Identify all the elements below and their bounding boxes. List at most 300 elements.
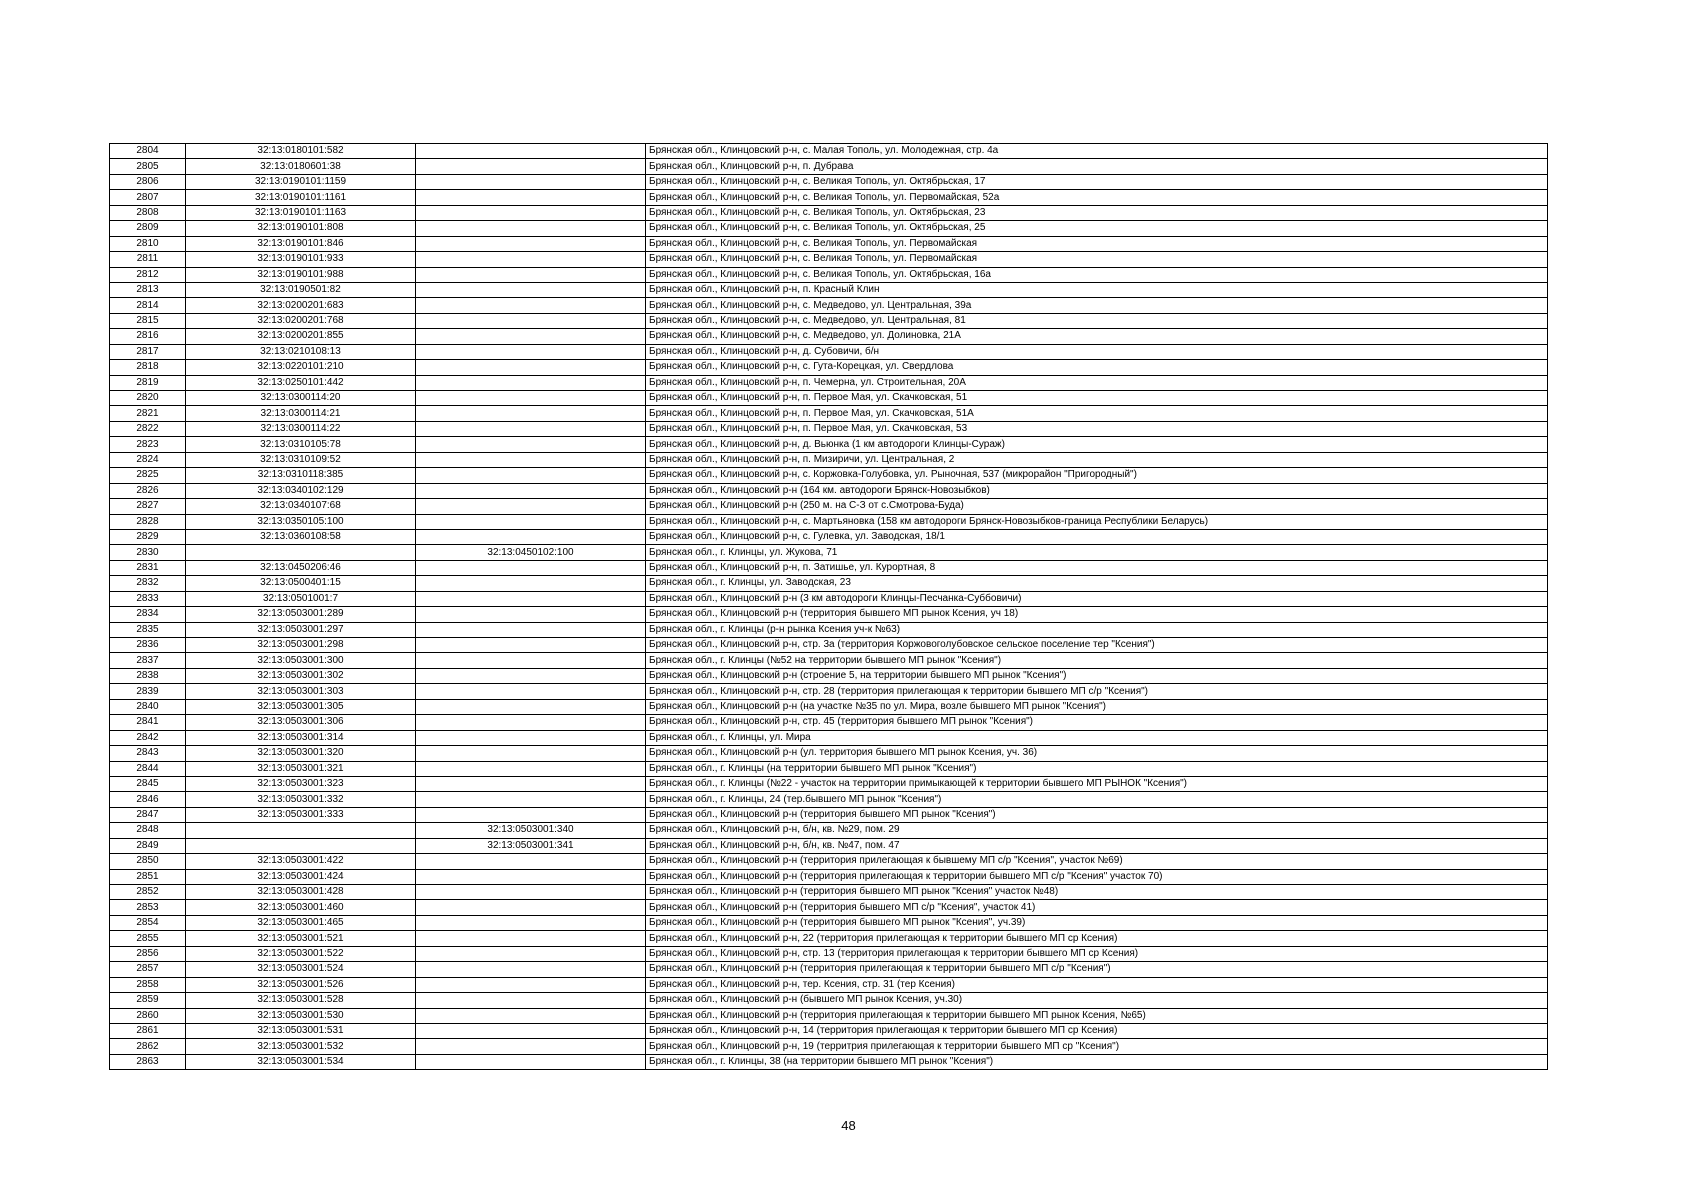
row-number-cell: 2833 — [110, 591, 186, 606]
row-number-cell: 2855 — [110, 931, 186, 946]
cadastral-number-cell — [186, 823, 416, 838]
address-cell: Брянская обл., Клинцовский р-н, с. Коржовка-Голубовка, ул. Рыночная, 537 (микрорайон "Пригородный") — [646, 468, 1548, 483]
address-cell: Брянская обл., Клинцовский р-н, с. Великая Тополь, ул. Первомайская — [646, 252, 1548, 267]
cadastral-number-alt-cell — [416, 653, 646, 668]
table-row — [110, 267, 1548, 282]
address-cell: Брянская обл., Клинцовский р-н, с. Великая Тополь, ул. Первомайская — [646, 236, 1548, 251]
land-registry-table — [109, 143, 1548, 1070]
address-cell: Брянская обл., Клинцовский р-н, с. Великая Тополь, ул. Октябрьская, 23 — [646, 205, 1548, 220]
address-cell: Брянская обл., Клинцовский р-н (бывшего МП рынок Ксения, уч.30) — [646, 993, 1548, 1008]
row-number-cell: 2834 — [110, 607, 186, 622]
cadastral-number-cell: 32:13:0190101:1163 — [186, 205, 416, 220]
cadastral-number-alt-cell — [416, 391, 646, 406]
row-number-cell: 2843 — [110, 746, 186, 761]
address-cell: Брянская обл., Клинцовский р-н (территория прилегающая к территории бывшего МП рынок Ксения, №65) — [646, 1008, 1548, 1023]
cadastral-number-cell: 32:13:0503001:305 — [186, 699, 416, 714]
table-row — [110, 1008, 1548, 1023]
cadastral-number-alt-cell: 32:13:0503001:340 — [416, 823, 646, 838]
table-row — [110, 854, 1548, 869]
cadastral-number-cell: 32:13:0503001:332 — [186, 792, 416, 807]
cadastral-number-cell: 32:13:0503001:321 — [186, 761, 416, 776]
row-number-cell: 2848 — [110, 823, 186, 838]
cadastral-number-alt-cell — [416, 1023, 646, 1038]
address-cell: Брянская обл., Клинцовский р-н, тер. Ксения, стр. 31 (тер Ксения) — [646, 977, 1548, 992]
address-cell: Брянская обл., Клинцовский р-н, 22 (территория прилегающая к территории бывшего МП ср Ксения) — [646, 931, 1548, 946]
cadastral-number-cell: 32:13:0190101:1159 — [186, 174, 416, 189]
cadastral-number-alt-cell — [416, 437, 646, 452]
cadastral-number-cell: 32:13:0190101:988 — [186, 267, 416, 282]
cadastral-number-alt-cell — [416, 854, 646, 869]
cadastral-number-alt-cell: 32:13:0503001:341 — [416, 838, 646, 853]
row-number-cell: 2844 — [110, 761, 186, 776]
table-row — [110, 344, 1548, 359]
address-cell: Брянская обл., Клинцовский р-н, с. Медведово, ул. Центральная, 81 — [646, 313, 1548, 328]
row-number-cell: 2862 — [110, 1039, 186, 1054]
table-row — [110, 900, 1548, 915]
table-row — [110, 931, 1548, 946]
cadastral-number-cell: 32:13:0190101:933 — [186, 252, 416, 267]
cadastral-number-alt-cell — [416, 638, 646, 653]
address-cell: Брянская обл., Клинцовский р-н, 14 (территория прилегающая к территории бывшего МП ср Ксения) — [646, 1023, 1548, 1038]
table-row — [110, 730, 1548, 745]
row-number-cell: 2829 — [110, 529, 186, 544]
row-number-cell: 2825 — [110, 468, 186, 483]
table-row — [110, 421, 1548, 436]
cadastral-number-alt-cell — [416, 607, 646, 622]
row-number-cell: 2815 — [110, 313, 186, 328]
table-row — [110, 576, 1548, 591]
address-cell: Брянская обл., Клинцовский р-н (территория бывшего МП с/р "Ксения", участок 41) — [646, 900, 1548, 915]
cadastral-number-cell: 32:13:0503001:300 — [186, 653, 416, 668]
address-cell: Брянская обл., г. Клинцы (р-н рынка Ксения уч-к №63) — [646, 622, 1548, 637]
cadastral-number-cell: 32:13:0300114:20 — [186, 391, 416, 406]
row-number-cell: 2809 — [110, 221, 186, 236]
address-cell: Брянская обл., Клинцовский р-н (ул. территория бывшего МП рынок Ксения, уч. 36) — [646, 746, 1548, 761]
table-row — [110, 684, 1548, 699]
cadastral-number-alt-cell — [416, 205, 646, 220]
row-number-cell: 2806 — [110, 174, 186, 189]
row-number-cell: 2819 — [110, 375, 186, 390]
cadastral-number-alt-cell — [416, 931, 646, 946]
row-number-cell: 2817 — [110, 344, 186, 359]
cadastral-number-cell: 32:13:0503001:333 — [186, 807, 416, 822]
address-cell: Брянская обл., Клинцовский р-н, п. Чемерна, ул. Строительная, 20А — [646, 375, 1548, 390]
table-row — [110, 514, 1548, 529]
cadastral-number-alt-cell — [416, 962, 646, 977]
table-row — [110, 591, 1548, 606]
row-number-cell: 2830 — [110, 545, 186, 560]
cadastral-number-cell: 32:13:0503001:314 — [186, 730, 416, 745]
address-cell: Брянская обл., Клинцовский р-н, п. Затишье, ул. Курортная, 8 — [646, 560, 1548, 575]
table-row — [110, 715, 1548, 730]
address-cell: Брянская обл., Клинцовский р-н, п. Первое Мая, ул. Скачковская, 51 — [646, 391, 1548, 406]
cadastral-number-alt-cell — [416, 622, 646, 637]
address-cell: Брянская обл., Клинцовский р-н (территория бывшего МП рынок "Ксения" участок №48) — [646, 885, 1548, 900]
row-number-cell: 2804 — [110, 144, 186, 159]
cadastral-number-cell: 32:13:0503001:289 — [186, 607, 416, 622]
address-cell: Брянская обл., Клинцовский р-н, с. Гута-Корецкая, ул. Свердлова — [646, 360, 1548, 375]
cadastral-number-alt-cell — [416, 1039, 646, 1054]
address-cell: Брянская обл., Клинцовский р-н (164 км. автодороги Брянск-Новозыбков) — [646, 483, 1548, 498]
address-cell: Брянская обл., Клинцовский р-н, п. Красный Клин — [646, 282, 1548, 297]
cadastral-number-cell: 32:13:0190501:82 — [186, 282, 416, 297]
table-row — [110, 653, 1548, 668]
cadastral-number-alt-cell — [416, 483, 646, 498]
table-row — [110, 560, 1548, 575]
table-row — [110, 885, 1548, 900]
row-number-cell: 2811 — [110, 252, 186, 267]
cadastral-number-alt-cell — [416, 360, 646, 375]
address-cell: Брянская обл., Клинцовский р-н (территория бывшего МП рынок "Ксения", уч.39) — [646, 915, 1548, 930]
row-number-cell: 2827 — [110, 499, 186, 514]
table-row — [110, 977, 1548, 992]
table-row — [110, 375, 1548, 390]
cadastral-number-alt-cell — [416, 746, 646, 761]
cadastral-number-cell: 32:13:0500401:15 — [186, 576, 416, 591]
table-row — [110, 391, 1548, 406]
cadastral-number-alt-cell — [416, 144, 646, 159]
address-cell: Брянская обл., Клинцовский р-н (территория бывшего МП рынок "Ксения") — [646, 807, 1548, 822]
address-cell: Брянская обл., Клинцовский р-н (3 км автодороги Клинцы-Песчанка-Суббовичи) — [646, 591, 1548, 606]
row-number-cell: 2818 — [110, 360, 186, 375]
cadastral-number-cell: 32:13:0503001:303 — [186, 684, 416, 699]
address-cell: Брянская обл., Клинцовский р-н, п. Первое Мая, ул. Скачковская, 53 — [646, 421, 1548, 436]
cadastral-number-alt-cell — [416, 406, 646, 421]
cadastral-number-alt-cell — [416, 221, 646, 236]
table-row — [110, 1023, 1548, 1038]
address-cell: Брянская обл., Клинцовский р-н, б/н, кв. №29, пом. 29 — [646, 823, 1548, 838]
row-number-cell: 2808 — [110, 205, 186, 220]
cadastral-number-cell: 32:13:0503001:460 — [186, 900, 416, 915]
cadastral-number-cell: 32:13:0200201:855 — [186, 329, 416, 344]
cadastral-number-cell: 32:13:0190101:1161 — [186, 190, 416, 205]
table-row — [110, 221, 1548, 236]
address-cell: Брянская обл., Клинцовский р-н, с. Великая Тополь, ул. Октябрьская, 17 — [646, 174, 1548, 189]
table-row — [110, 236, 1548, 251]
cadastral-number-cell: 32:13:0503001:530 — [186, 1008, 416, 1023]
cadastral-number-alt-cell — [416, 915, 646, 930]
cadastral-number-cell: 32:13:0350105:100 — [186, 514, 416, 529]
page-number: 48 — [841, 1118, 856, 1133]
cadastral-number-cell: 32:13:0503001:465 — [186, 915, 416, 930]
cadastral-number-alt-cell — [416, 1008, 646, 1023]
cadastral-number-alt-cell — [416, 298, 646, 313]
row-number-cell: 2821 — [110, 406, 186, 421]
row-number-cell: 2856 — [110, 946, 186, 961]
cadastral-number-cell: 32:13:0340107:68 — [186, 499, 416, 514]
address-cell: Брянская обл., Клинцовский р-н, с. Гулевка, ул. Заводская, 18/1 — [646, 529, 1548, 544]
cadastral-number-cell: 32:13:0450206:46 — [186, 560, 416, 575]
row-number-cell: 2822 — [110, 421, 186, 436]
table-row — [110, 915, 1548, 930]
address-cell: Брянская обл., Клинцовский р-н, с. Малая Тополь, ул. Молодежная, стр. 4а — [646, 144, 1548, 159]
address-cell: Брянская обл., Клинцовский р-н, стр. 3а (территория Коржовоголубовское сельское поселение тер "Ксения") — [646, 638, 1548, 653]
cadastral-number-alt-cell — [416, 977, 646, 992]
cadastral-number-alt-cell — [416, 591, 646, 606]
row-number-cell: 2842 — [110, 730, 186, 745]
row-number-cell: 2839 — [110, 684, 186, 699]
address-cell: Брянская обл., Клинцовский р-н, с. Великая Тополь, ул. Октябрьская, 25 — [646, 221, 1548, 236]
table-row — [110, 437, 1548, 452]
cadastral-number-alt-cell — [416, 576, 646, 591]
cadastral-number-alt-cell — [416, 344, 646, 359]
cadastral-number-alt-cell — [416, 514, 646, 529]
address-cell: Брянская обл., Клинцовский р-н (территория прилегающая к бывшему МП с/р "Ксения", участок №69) — [646, 854, 1548, 869]
cadastral-number-alt-cell — [416, 499, 646, 514]
table-row — [110, 545, 1548, 560]
cadastral-number-cell: 32:13:0190101:808 — [186, 221, 416, 236]
cadastral-number-cell — [186, 545, 416, 560]
table-row — [110, 622, 1548, 637]
address-cell: Брянская обл., Клинцовский р-н, с. Медведово, ул. Центральная, 39а — [646, 298, 1548, 313]
row-number-cell: 2845 — [110, 776, 186, 791]
cadastral-number-cell: 32:13:0503001:521 — [186, 931, 416, 946]
row-number-cell: 2851 — [110, 869, 186, 884]
cadastral-number-cell: 32:13:0503001:428 — [186, 885, 416, 900]
cadastral-number-alt-cell — [416, 761, 646, 776]
table-body — [110, 144, 1548, 1070]
cadastral-number-cell: 32:13:0503001:532 — [186, 1039, 416, 1054]
cadastral-number-cell: 32:13:0180601:38 — [186, 159, 416, 174]
cadastral-number-cell: 32:13:0340102:129 — [186, 483, 416, 498]
table-row — [110, 282, 1548, 297]
address-cell: Брянская обл., г. Клинцы, ул. Заводская, 23 — [646, 576, 1548, 591]
address-cell: Брянская обл., г. Клинцы, ул. Мира — [646, 730, 1548, 745]
cadastral-number-cell: 32:13:0300114:22 — [186, 421, 416, 436]
address-cell: Брянская обл., Клинцовский р-н (территория бывшего МП рынок Ксения, уч 18) — [646, 607, 1548, 622]
table-row — [110, 483, 1548, 498]
table-row — [110, 252, 1548, 267]
cadastral-number-cell: 32:13:0220101:210 — [186, 360, 416, 375]
cadastral-number-alt-cell — [416, 313, 646, 328]
row-number-cell: 2820 — [110, 391, 186, 406]
cadastral-number-alt-cell — [416, 190, 646, 205]
cadastral-number-cell: 32:13:0200201:768 — [186, 313, 416, 328]
table-row — [110, 761, 1548, 776]
table-row — [110, 962, 1548, 977]
cadastral-number-cell: 32:13:0210108:13 — [186, 344, 416, 359]
row-number-cell: 2835 — [110, 622, 186, 637]
address-cell: Брянская обл., г. Клинцы (на территории бывшего МП рынок "Ксения") — [646, 761, 1548, 776]
cadastral-number-cell: 32:13:0310118:385 — [186, 468, 416, 483]
table-row — [110, 298, 1548, 313]
address-cell: Брянская обл., Клинцовский р-н (250 м. на С-З от с.Смотрова-Буда) — [646, 499, 1548, 514]
cadastral-number-cell: 32:13:0501001:7 — [186, 591, 416, 606]
row-number-cell: 2861 — [110, 1023, 186, 1038]
table-row — [110, 159, 1548, 174]
table-row — [110, 190, 1548, 205]
cadastral-number-alt-cell — [416, 529, 646, 544]
address-cell: Брянская обл., г. Клинцы (№52 на территории бывшего МП рынок "Ксения") — [646, 653, 1548, 668]
table-row — [110, 174, 1548, 189]
cadastral-number-alt-cell — [416, 993, 646, 1008]
cadastral-number-alt-cell — [416, 375, 646, 390]
cadastral-number-cell: 32:13:0310105:78 — [186, 437, 416, 452]
cadastral-number-alt-cell — [416, 267, 646, 282]
cadastral-number-cell: 32:13:0503001:524 — [186, 962, 416, 977]
cadastral-number-alt-cell — [416, 668, 646, 683]
cadastral-number-alt-cell — [416, 159, 646, 174]
table-row — [110, 406, 1548, 421]
address-cell: Брянская обл., Клинцовский р-н, стр. 13 (территория прилегающая к территории бывшего МП ср Ксения) — [646, 946, 1548, 961]
address-cell: Брянская обл., Клинцовский р-н, п. Мизиричи, ул. Центральная, 2 — [646, 452, 1548, 467]
row-number-cell: 2854 — [110, 915, 186, 930]
cadastral-number-cell: 32:13:0503001:422 — [186, 854, 416, 869]
address-cell: Брянская обл., Клинцовский р-н, б/н, кв. №47, пом. 47 — [646, 838, 1548, 853]
cadastral-number-cell: 32:13:0310109:52 — [186, 452, 416, 467]
cadastral-number-cell: 32:13:0360108:58 — [186, 529, 416, 544]
address-cell: Брянская обл., Клинцовский р-н, стр. 28 (территория прилегающая к территории бывшего МП с/р "Ксения") — [646, 684, 1548, 699]
row-number-cell: 2852 — [110, 885, 186, 900]
cadastral-number-alt-cell — [416, 252, 646, 267]
cadastral-number-cell: 32:13:0300114:21 — [186, 406, 416, 421]
table-row — [110, 468, 1548, 483]
row-number-cell: 2857 — [110, 962, 186, 977]
address-cell: Брянская обл., Клинцовский р-н, стр. 45 (территория бывшего МП рынок "Ксения") — [646, 715, 1548, 730]
table-row — [110, 499, 1548, 514]
cadastral-number-alt-cell: 32:13:0450102:100 — [416, 545, 646, 560]
row-number-cell: 2860 — [110, 1008, 186, 1023]
table-row — [110, 823, 1548, 838]
address-cell: Брянская обл., г. Клинцы, 24 (тер.бывшего МП рынок "Ксения") — [646, 792, 1548, 807]
cadastral-number-alt-cell — [416, 329, 646, 344]
cadastral-number-cell: 32:13:0503001:531 — [186, 1023, 416, 1038]
cadastral-number-alt-cell — [416, 869, 646, 884]
row-number-cell: 2858 — [110, 977, 186, 992]
cadastral-number-alt-cell — [416, 282, 646, 297]
cadastral-number-cell: 32:13:0503001:534 — [186, 1054, 416, 1069]
row-number-cell: 2805 — [110, 159, 186, 174]
address-cell: Брянская обл., Клинцовский р-н, с. Медведово, ул. Долиновка, 21А — [646, 329, 1548, 344]
cadastral-number-alt-cell — [416, 807, 646, 822]
table-row — [110, 638, 1548, 653]
cadastral-number-cell: 32:13:0503001:320 — [186, 746, 416, 761]
cadastral-number-cell: 32:13:0180101:582 — [186, 144, 416, 159]
address-cell: Брянская обл., Клинцовский р-н, п. Первое Мая, ул. Скачковская, 51А — [646, 406, 1548, 421]
address-cell: Брянская обл., Клинцовский р-н, д. Вьюнка (1 км автодороги Клинцы-Сураж) — [646, 437, 1548, 452]
address-cell: Брянская обл., Клинцовский р-н (строение 5, на территории бывшего МП рынок "Ксения") — [646, 668, 1548, 683]
cadastral-number-alt-cell — [416, 776, 646, 791]
address-cell: Брянская обл., Клинцовский р-н, с. Великая Тополь, ул. Октябрьская, 16а — [646, 267, 1548, 282]
table-row — [110, 313, 1548, 328]
table-row — [110, 746, 1548, 761]
row-number-cell: 2823 — [110, 437, 186, 452]
table-row — [110, 699, 1548, 714]
address-cell: Брянская обл., Клинцовский р-н, с. Великая Тополь, ул. Первомайская, 52а — [646, 190, 1548, 205]
cadastral-number-alt-cell — [416, 885, 646, 900]
row-number-cell: 2810 — [110, 236, 186, 251]
row-number-cell: 2816 — [110, 329, 186, 344]
row-number-cell: 2828 — [110, 514, 186, 529]
row-number-cell: 2846 — [110, 792, 186, 807]
cadastral-number-cell: 32:13:0503001:424 — [186, 869, 416, 884]
row-number-cell: 2859 — [110, 993, 186, 1008]
cadastral-number-alt-cell — [416, 715, 646, 730]
row-number-cell: 2831 — [110, 560, 186, 575]
cadastral-number-alt-cell — [416, 452, 646, 467]
table-row — [110, 807, 1548, 822]
cadastral-number-alt-cell — [416, 900, 646, 915]
row-number-cell: 2814 — [110, 298, 186, 313]
table-row — [110, 607, 1548, 622]
address-cell: Брянская обл., г. Клинцы (№22 - участок на территории примыкающей к территории бывшего МП РЫНОК "Ксения") — [646, 776, 1548, 791]
row-number-cell: 2838 — [110, 668, 186, 683]
cadastral-number-cell: 32:13:0190101:846 — [186, 236, 416, 251]
cadastral-number-cell: 32:13:0503001:297 — [186, 622, 416, 637]
table-row — [110, 792, 1548, 807]
address-cell: Брянская обл., Клинцовский р-н (территория прилегающая к территории бывшего МП с/р "Ксения" участок 70) — [646, 869, 1548, 884]
cadastral-number-alt-cell — [416, 792, 646, 807]
cadastral-number-alt-cell — [416, 699, 646, 714]
cadastral-number-cell: 32:13:0503001:323 — [186, 776, 416, 791]
row-number-cell: 2841 — [110, 715, 186, 730]
row-number-cell: 2813 — [110, 282, 186, 297]
address-cell: Брянская обл., г. Клинцы, 38 (на территории бывшего МП рынок "Ксения") — [646, 1054, 1548, 1069]
cadastral-number-cell: 32:13:0503001:298 — [186, 638, 416, 653]
table-row — [110, 452, 1548, 467]
row-number-cell: 2824 — [110, 452, 186, 467]
table-row — [110, 205, 1548, 220]
table-row — [110, 360, 1548, 375]
cadastral-number-cell: 32:13:0503001:526 — [186, 977, 416, 992]
cadastral-number-alt-cell — [416, 468, 646, 483]
table-row — [110, 993, 1548, 1008]
address-cell: Брянская обл., Клинцовский р-н (на участке №35 по ул. Мира, возле бывшего МП рынок "Ксения") — [646, 699, 1548, 714]
address-cell: Брянская обл., Клинцовский р-н, с. Мартьяновка (158 км автодороги Брянск-Новозыбков-граница Республики Беларусь) — [646, 514, 1548, 529]
cadastral-number-alt-cell — [416, 560, 646, 575]
table-row — [110, 329, 1548, 344]
row-number-cell: 2863 — [110, 1054, 186, 1069]
table-row — [110, 529, 1548, 544]
row-number-cell: 2850 — [110, 854, 186, 869]
table-row — [110, 946, 1548, 961]
address-cell: Брянская обл., г. Клинцы, ул. Жукова, 71 — [646, 545, 1548, 560]
address-cell: Брянская обл., Клинцовский р-н, 19 (территрия прилегающая к территории бывшего МП ср "Ксения") — [646, 1039, 1548, 1054]
cadastral-number-cell: 32:13:0503001:522 — [186, 946, 416, 961]
row-number-cell: 2812 — [110, 267, 186, 282]
row-number-cell: 2836 — [110, 638, 186, 653]
table-row — [110, 1039, 1548, 1054]
cadastral-number-cell: 32:13:0200201:683 — [186, 298, 416, 313]
cadastral-number-cell: 32:13:0503001:302 — [186, 668, 416, 683]
cadastral-number-cell: 32:13:0250101:442 — [186, 375, 416, 390]
table-row — [110, 144, 1548, 159]
row-number-cell: 2853 — [110, 900, 186, 915]
cadastral-number-cell — [186, 838, 416, 853]
cadastral-number-cell: 32:13:0503001:528 — [186, 993, 416, 1008]
table-row — [110, 776, 1548, 791]
row-number-cell: 2847 — [110, 807, 186, 822]
cadastral-number-alt-cell — [416, 730, 646, 745]
row-number-cell: 2826 — [110, 483, 186, 498]
row-number-cell: 2832 — [110, 576, 186, 591]
cadastral-number-alt-cell — [416, 174, 646, 189]
table-row — [110, 838, 1548, 853]
cadastral-number-alt-cell — [416, 946, 646, 961]
address-cell: Брянская обл., Клинцовский р-н, п. Дубрава — [646, 159, 1548, 174]
cadastral-number-alt-cell — [416, 1054, 646, 1069]
address-cell: Брянская обл., Клинцовский р-н (территория прилегающая к территории бывшего МП с/р "Ксения") — [646, 962, 1548, 977]
cadastral-number-alt-cell — [416, 421, 646, 436]
table-row — [110, 1054, 1548, 1069]
row-number-cell: 2840 — [110, 699, 186, 714]
table-row — [110, 869, 1548, 884]
row-number-cell: 2837 — [110, 653, 186, 668]
cadastral-number-alt-cell — [416, 236, 646, 251]
table-row — [110, 668, 1548, 683]
cadastral-number-alt-cell — [416, 684, 646, 699]
address-cell: Брянская обл., Клинцовский р-н, д. Субовичи, б/н — [646, 344, 1548, 359]
